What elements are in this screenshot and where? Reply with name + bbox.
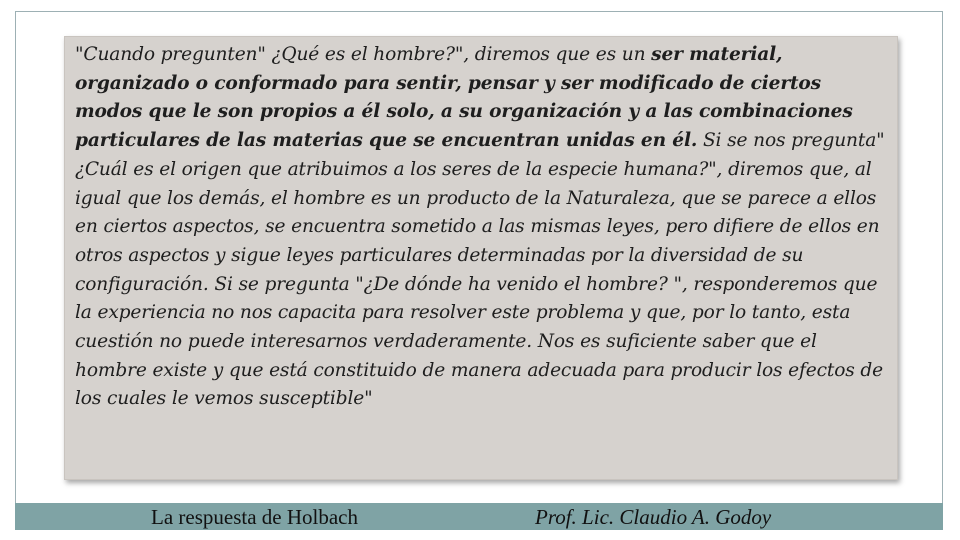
footer-title: La respuesta de Holbach (151, 505, 358, 529)
footer-author: Prof. Lic. Claudio A. Godoy (535, 505, 772, 529)
quote-bold-definition: ser material, organizado o conformado para sentir, pensar y ser modificado de ciertos modos que le son propios a él solo, a su organización y a las combinaciones particulares de las materias que se encuentran unidas en él. (75, 44, 853, 152)
quote-text (75, 41, 889, 414)
quote-box (64, 36, 898, 480)
quote-continuation: Si se nos pregunta" ¿Cuál es el origen que atribuimos a los seres de la especie humana?", diremos que, al igual que los demás, el hombre es un producto de la Naturaleza, que se parece a ellos en ciertos aspectos, se encuentra sometido a las mismas leyes, pero difiere de ellos en otros aspectos y sigue leyes particulares determinadas por la diversidad de su configuración. Si se pregunta "¿De dónde ha venido el hombre? ", responderemos que la experiencia no nos capacita para resolver este problema y que, por lo tanto, esta cuestión no puede interesarnos verdaderamente. Nos es suficiente saber que el hombre existe y que está constituido de manera adecuada para producir los efectos de los cuales le vemos susceptible" (75, 130, 885, 410)
quote-intro: "Cuando pregunten" ¿Qué es el hombre?", diremos que es un (75, 44, 652, 65)
